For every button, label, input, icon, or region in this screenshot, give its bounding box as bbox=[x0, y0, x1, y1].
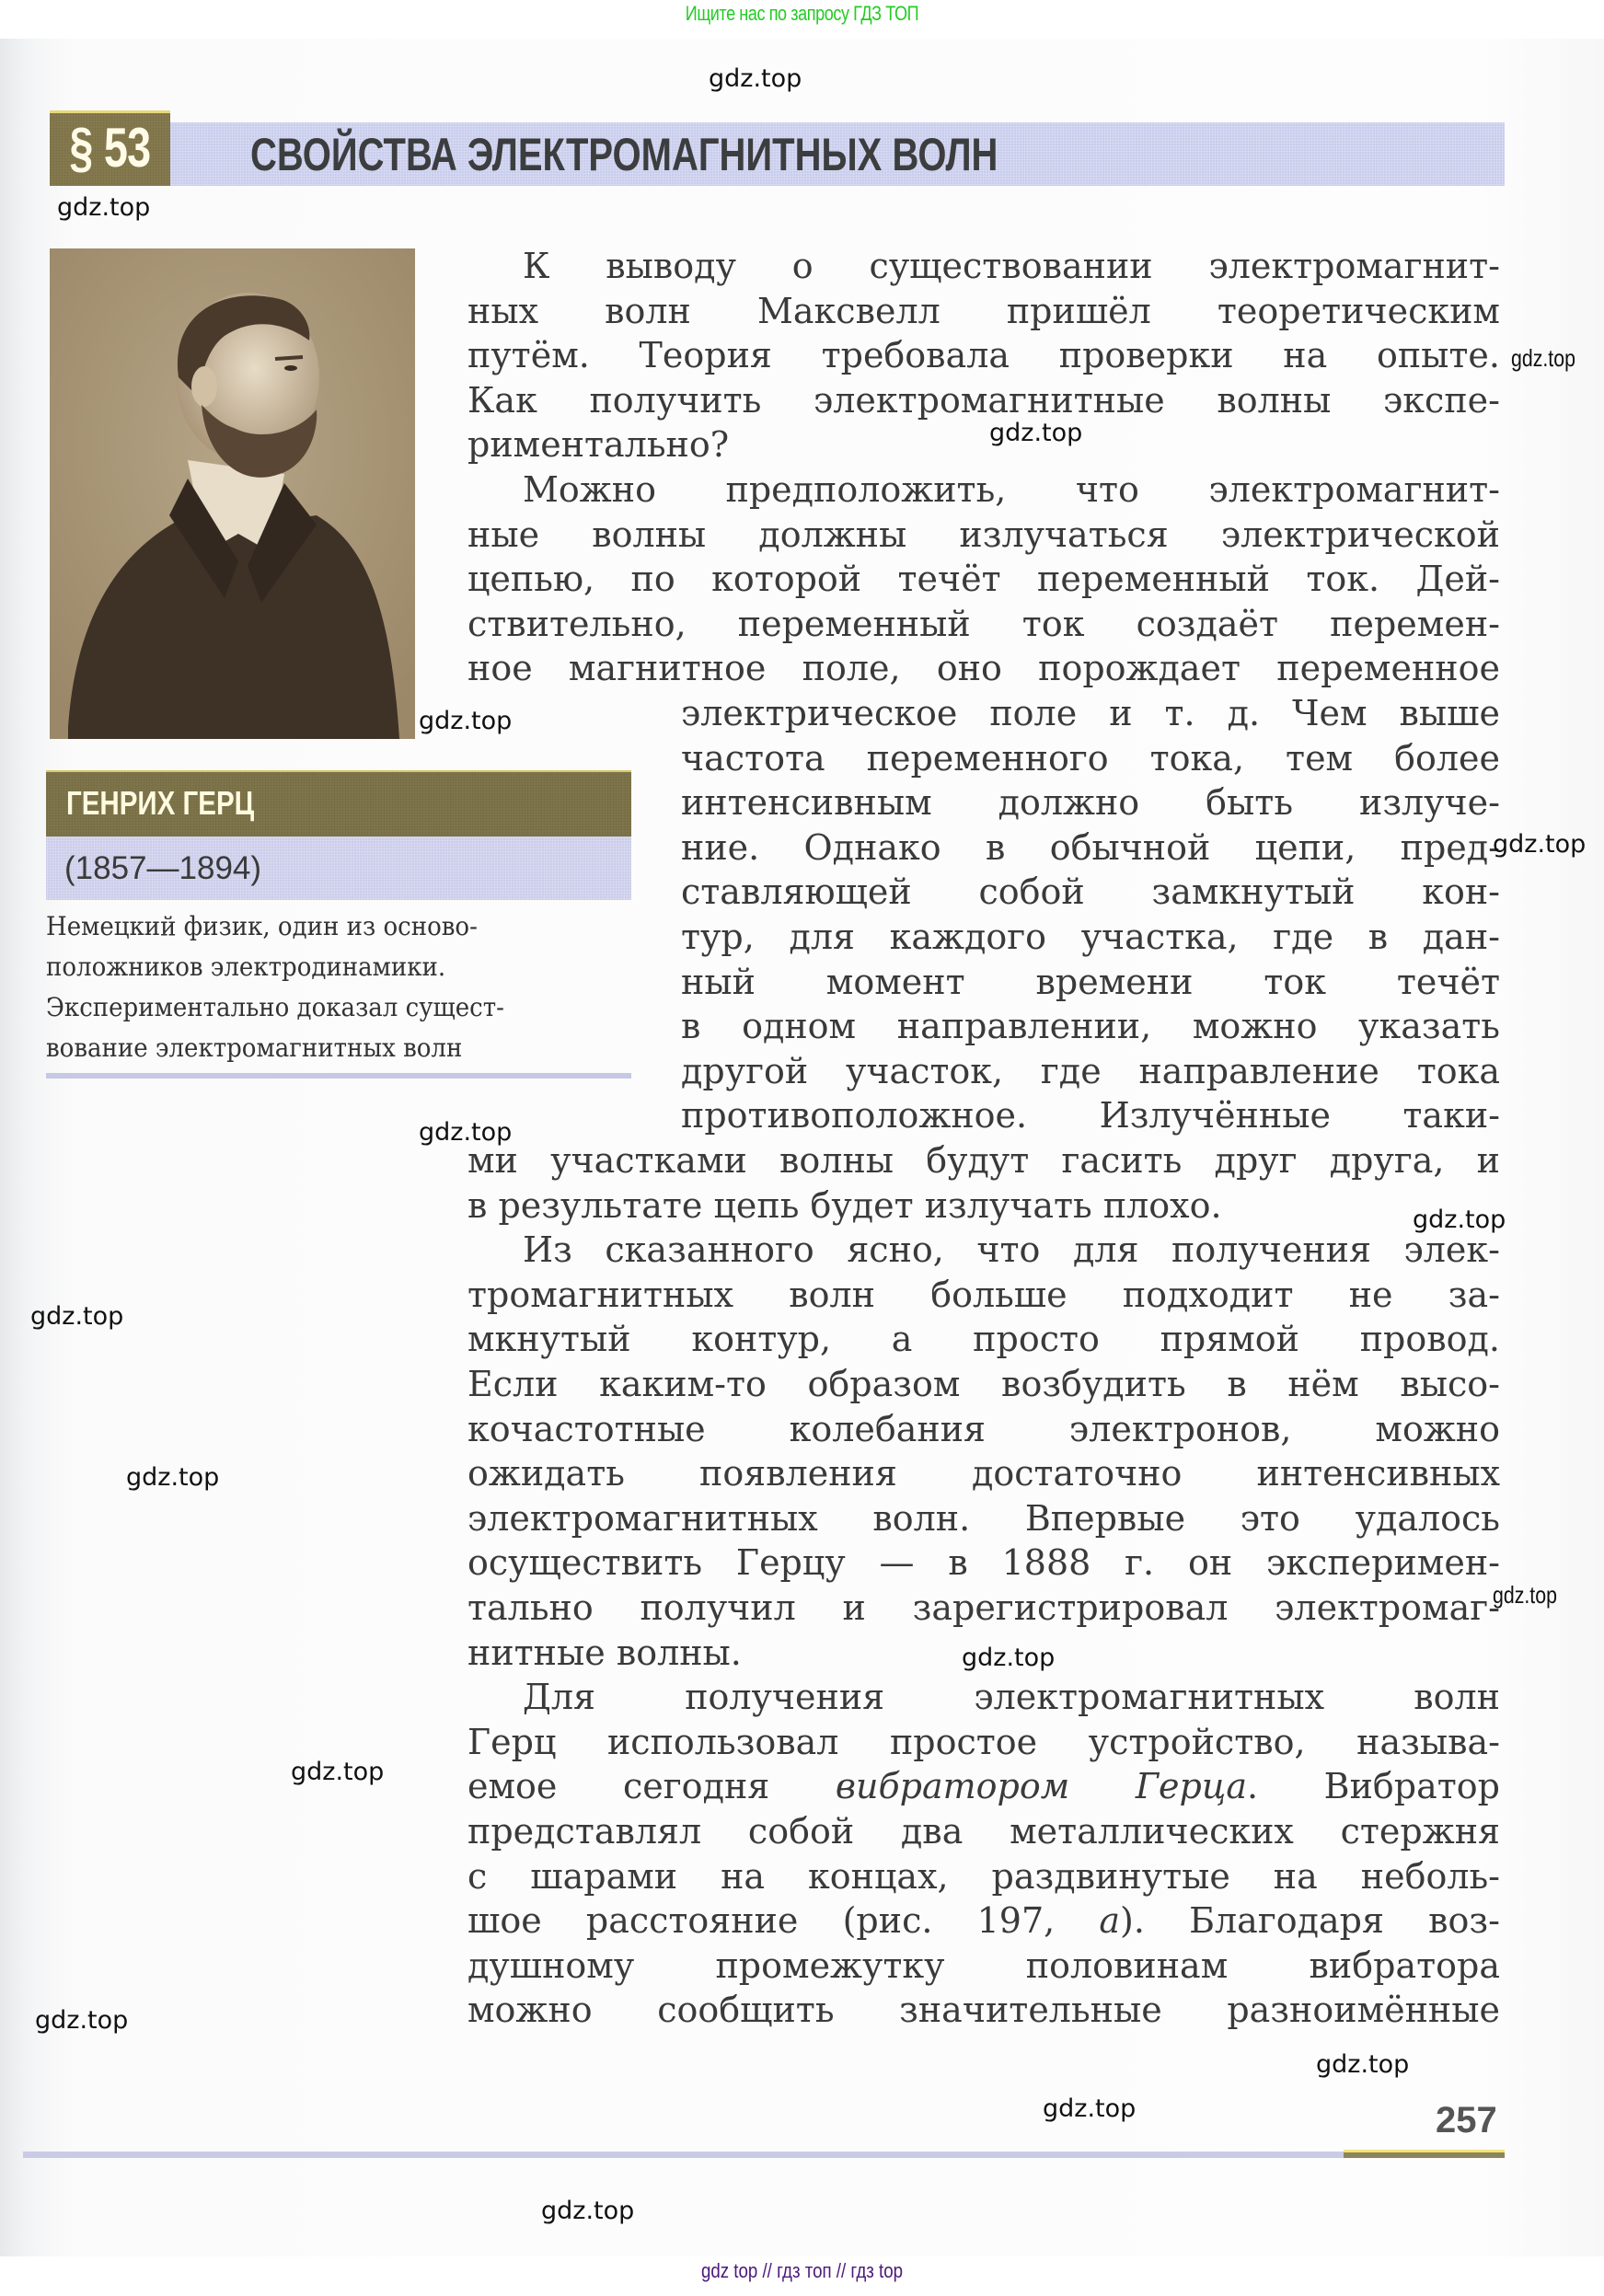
body-line-text: Можно предположить, что электромагнит- bbox=[523, 469, 1500, 510]
portrait-icon bbox=[50, 248, 415, 739]
watermark-text: gdz.top bbox=[1493, 1581, 1557, 1609]
body-line-text: можно сообщить значительные разноимённые bbox=[467, 1990, 1500, 2031]
body-line-text: осуществить Герцу — в 1888 г. он эксперимен- bbox=[467, 1542, 1500, 1584]
body-line-text: другой участок, где направление тока bbox=[681, 1050, 1500, 1091]
body-line-text: кочастотные колебания электронов, можно bbox=[467, 1408, 1500, 1449]
body-line-text: представлял собой два металлических стержня bbox=[467, 1811, 1500, 1852]
person-description bbox=[46, 906, 635, 1068]
body-line bbox=[467, 1855, 1500, 1898]
body-line-text: ствительно, переменный ток создаёт перемен- bbox=[467, 603, 1500, 644]
body-line-text: тромагнитных волн больше подходит не за- bbox=[467, 1274, 1500, 1315]
body-line bbox=[467, 1497, 1500, 1540]
watermark-text: gdz.top bbox=[419, 1118, 513, 1147]
watermark-text: gdz.top bbox=[35, 2006, 129, 2035]
body-line bbox=[467, 1408, 1500, 1450]
body-line-text: тур, для каждого участка, где в дан- bbox=[681, 917, 1500, 957]
italic-term: а bbox=[1099, 1900, 1121, 1942]
body-line-text: емое сегодня вибратором Герца. Вибратор bbox=[467, 1766, 1500, 1807]
watermark-text: gdz.top bbox=[1316, 2050, 1410, 2079]
section-title: СВОЙСТВА ЭЛЕКТРОМАГНИТНЫХ ВОЛН bbox=[250, 129, 998, 180]
body-line-text: мкнутый контур, а просто прямой провод. bbox=[467, 1319, 1500, 1360]
watermark-text: gdz.top bbox=[1511, 344, 1575, 372]
body-line bbox=[681, 781, 1500, 824]
body-line bbox=[467, 1139, 1500, 1182]
body-line bbox=[467, 334, 1500, 376]
body-line bbox=[523, 1676, 1500, 1718]
body-line bbox=[467, 1989, 1500, 2031]
body-line-text: Как получить электромагнитные волны экспе- bbox=[467, 379, 1500, 421]
body-line-text: шое расстояние (рис. 197, а). Благодаря воз- bbox=[467, 1900, 1500, 1942]
body-line bbox=[681, 1050, 1500, 1092]
body-line-text: тально получил и зарегистрировал электромаг- bbox=[467, 1587, 1500, 1628]
body-line bbox=[681, 1005, 1500, 1047]
footer-rule-accent bbox=[1344, 2150, 1505, 2158]
section-number: § 53 bbox=[69, 117, 151, 179]
body-line bbox=[681, 737, 1500, 779]
body-line bbox=[467, 423, 1500, 466]
person-dates-band bbox=[46, 836, 631, 900]
body-line bbox=[467, 1184, 1500, 1227]
body-line-text: с шарами на концах, раздвинутые на неболь- bbox=[467, 1855, 1500, 1897]
body-line-text: Герц использовал простое устройство, называ- bbox=[467, 1721, 1500, 1762]
description-line: Немецкий физик, один из осново- bbox=[46, 911, 478, 941]
body-line-text: электромагнитных волн. Впервые это удалось bbox=[467, 1497, 1500, 1539]
watermark-text: gdz.top bbox=[291, 1758, 385, 1786]
body-line bbox=[467, 1541, 1500, 1584]
body-line-text: риментально? bbox=[467, 424, 730, 466]
body-line-text: К выводу о существовании электромагнит- bbox=[523, 246, 1500, 286]
body-line bbox=[681, 692, 1500, 734]
body-line-text: частота переменного тока, тем более bbox=[681, 737, 1500, 779]
body-line bbox=[523, 1229, 1500, 1271]
body-line-text: Из сказанного ясно, что для получения элек- bbox=[523, 1229, 1500, 1271]
body-line bbox=[681, 826, 1500, 869]
body-line bbox=[467, 647, 1500, 689]
body-line-text: ми участками волны будут гасить друг друга, и bbox=[467, 1140, 1500, 1181]
footer-rule bbox=[23, 2152, 1505, 2158]
watermark-text: gdz.top bbox=[1043, 2094, 1137, 2123]
top-banner: Ищите нас по запросу ГДЗ ТОП bbox=[685, 2, 919, 25]
body-line-text: ных волн Максвелл пришёл теоретическим bbox=[467, 290, 1500, 331]
body-line bbox=[467, 1765, 1500, 1807]
body-line-text: нитные волны. bbox=[467, 1632, 742, 1673]
body-line bbox=[467, 1452, 1500, 1494]
body-line-text: ное магнитное поле, оно порождает переменное bbox=[467, 648, 1500, 689]
caption-divider bbox=[46, 1073, 631, 1079]
body-line bbox=[467, 1810, 1500, 1852]
watermark-text: gdz.top bbox=[30, 1302, 124, 1331]
watermark-text: gdz.top bbox=[1413, 1206, 1506, 1234]
watermark-text: gdz.top bbox=[126, 1463, 220, 1492]
body-line-text: электрическое поле и т. д. Чем выше bbox=[681, 693, 1500, 733]
body-line bbox=[467, 1318, 1500, 1360]
portrait-image bbox=[50, 248, 415, 739]
body-line-text: противоположное. Излучённые таки- bbox=[681, 1095, 1500, 1136]
description-line: положников электродинамики. bbox=[46, 952, 446, 982]
body-line bbox=[467, 1363, 1500, 1405]
body-line bbox=[467, 1944, 1500, 1987]
person-name: ГЕНРИХ ГЕРЦ bbox=[66, 784, 255, 822]
body-line-text: ные волны должны излучаться электрической bbox=[467, 513, 1500, 555]
watermark-text: gdz.top bbox=[541, 2197, 635, 2225]
body-line bbox=[681, 916, 1500, 958]
description-line: вование электромагнитных волн bbox=[46, 1033, 463, 1063]
body-line bbox=[467, 1274, 1500, 1316]
body-line bbox=[467, 558, 1500, 600]
body-line-text: в одном направлении, можно указать bbox=[681, 1006, 1500, 1047]
section-number-badge bbox=[50, 110, 170, 186]
body-line-text: в результате цепь будет излучать плохо. bbox=[467, 1184, 1222, 1226]
body-line bbox=[467, 513, 1500, 556]
watermark-text: gdz.top bbox=[57, 193, 151, 222]
body-line bbox=[467, 1586, 1500, 1629]
body-line bbox=[681, 871, 1500, 913]
watermark-text: gdz.top bbox=[419, 707, 513, 735]
watermark-text: gdz.top bbox=[1493, 830, 1587, 859]
watermark-text: gdz.top bbox=[962, 1644, 1056, 1672]
body-line bbox=[523, 245, 1500, 287]
body-line-text: цепью, по которой течёт переменный ток. Дей- bbox=[467, 559, 1500, 600]
body-line bbox=[467, 290, 1500, 332]
body-line-text: ожидать появления достаточно интенсивных bbox=[467, 1453, 1500, 1494]
body-line bbox=[523, 468, 1500, 511]
body-line-text: ние. Однако в обычной цепи, пред- bbox=[681, 826, 1500, 868]
body-line bbox=[467, 1899, 1500, 1942]
body-line bbox=[467, 379, 1500, 421]
body-line-text: интенсивным должно быть излуче- bbox=[681, 782, 1500, 824]
body-line-text: ный момент времени ток течёт bbox=[681, 961, 1500, 1002]
body-line-text: Если каким-то образом возбудить в нём высо- bbox=[467, 1364, 1500, 1404]
body-line-text: путём. Теория требовала проверки на опыте. bbox=[467, 335, 1500, 376]
italic-term: вибратором Герца bbox=[835, 1766, 1247, 1807]
watermark-text: gdz.top bbox=[709, 64, 802, 93]
body-line bbox=[681, 961, 1500, 1003]
body-line bbox=[467, 1721, 1500, 1763]
watermark-text: gdz.top bbox=[989, 419, 1083, 447]
body-line-text: душному промежутку половинам вибратора bbox=[467, 1944, 1500, 1986]
person-name-band bbox=[46, 770, 631, 836]
body-line-text: Для получения электромагнитных волн bbox=[523, 1677, 1500, 1718]
page-number: 257 bbox=[1436, 2100, 1497, 2140]
bottom-banner: gdz top // гдз топ // гдз top bbox=[700, 2259, 904, 2282]
person-dates: (1857—1894) bbox=[64, 850, 262, 886]
description-line: Экспериментально доказал сущест- bbox=[46, 992, 504, 1022]
body-line-text: ставляющей собой замкнутый кон- bbox=[681, 871, 1500, 913]
body-line bbox=[681, 1094, 1500, 1136]
body-line bbox=[467, 603, 1500, 645]
